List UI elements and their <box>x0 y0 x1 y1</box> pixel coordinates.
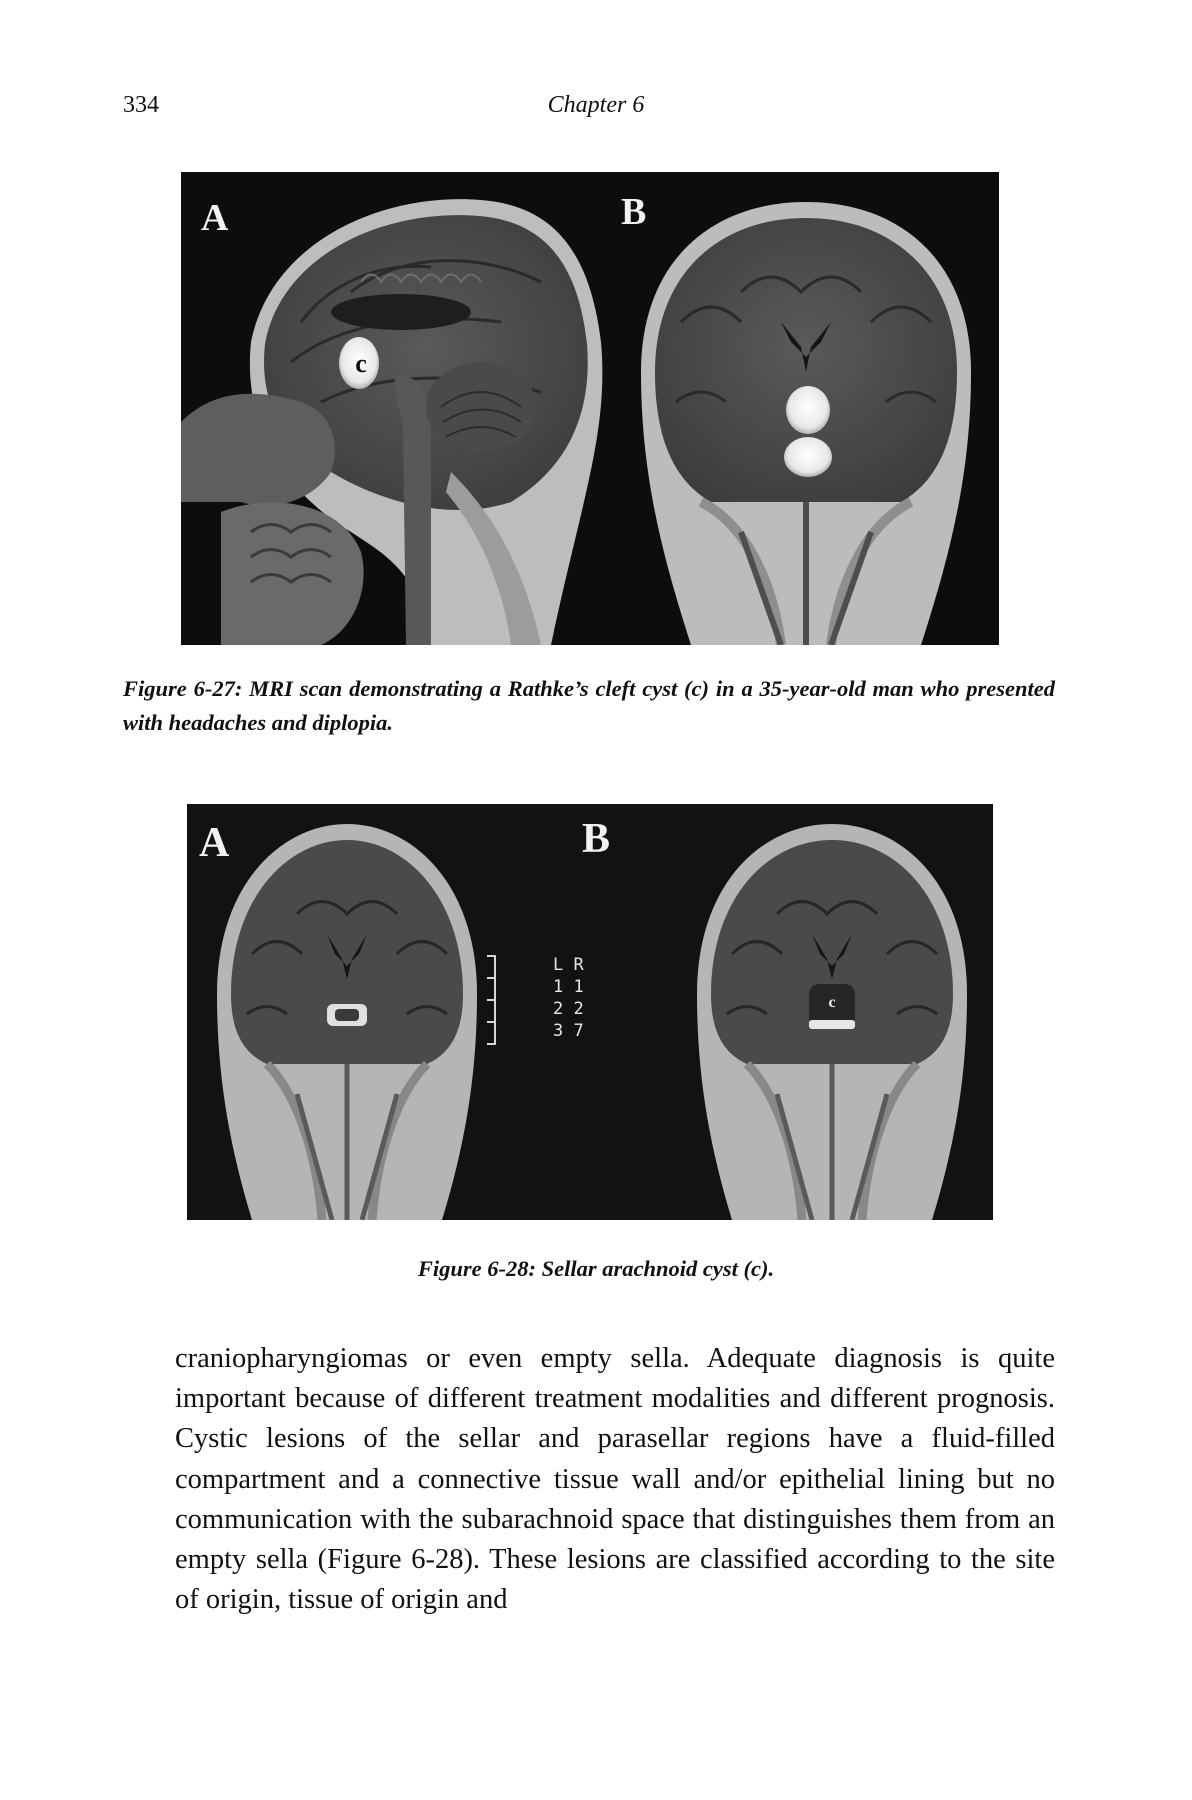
mri-coronal-pair-illustration <box>187 804 993 1220</box>
body-paragraph: craniopharyngiomas or even empty sella. Adequate diagnosis is quite important because of different treatment modalities and different prognosis. Cystic lesions of the sellar and parasellar regions have a fluid-filled compartment and a connective tissue wall and/or epithelial lining but no communication with the subarachnoid space that distinguishes them from an empty sella (Figure 6-28). These lesions are classified according to the site of origin, tissue of origin and <box>175 1343 1055 1616</box>
panel-a-label: A <box>201 197 229 239</box>
panel-b-label: B <box>582 816 611 862</box>
scale-row: 3 7 <box>553 1021 584 1041</box>
running-head: Chapter 6 <box>547 92 645 118</box>
panel-b-label: B <box>621 191 647 233</box>
mri-sagittal-coronal-illustration <box>181 172 999 645</box>
panel-a-label: A <box>199 820 230 866</box>
cyst-marker: c <box>355 349 367 378</box>
scale-row: 1 1 <box>553 977 584 997</box>
figure-6-27-image <box>181 172 999 645</box>
page-number: 334 <box>123 92 159 118</box>
scale-row: 2 2 <box>553 999 584 1019</box>
cyst-marker: c <box>828 994 836 1011</box>
scale-readout <box>553 954 584 1042</box>
scale-row: L R <box>553 955 584 975</box>
figure-6-28-caption: Figure 6-28: Sellar arachnoid cyst (c). <box>417 1256 775 1281</box>
figure-6-28-image <box>187 804 993 1220</box>
figure-6-27-caption: Figure 6-27: MRI scan demonstrating a Rathke’s cleft cyst (c) in a 35-year-old man who presented with headaches and diplopia. <box>123 676 1055 735</box>
